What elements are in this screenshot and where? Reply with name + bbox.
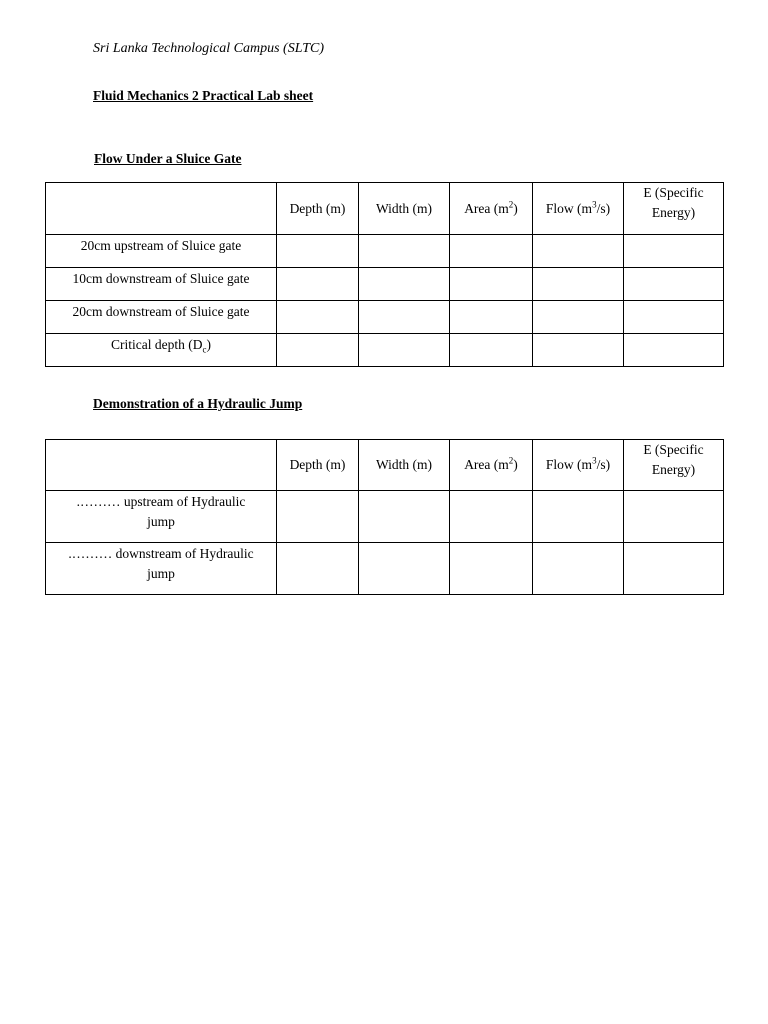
energy-entry-cell[interactable] (624, 543, 724, 595)
width-entry-cell[interactable] (359, 235, 450, 268)
flow-entry-cell[interactable] (533, 334, 624, 367)
width-entry-cell[interactable] (359, 491, 450, 543)
header-cell-empty (46, 183, 277, 235)
area-entry-cell[interactable] (450, 543, 533, 595)
row-label-upstream: .……… upstream of Hydraulic jump (46, 491, 277, 543)
header-width: Width (m) (359, 440, 450, 491)
depth-entry-cell[interactable] (277, 491, 359, 543)
row-label-critical-depth: Critical depth $(D_c)$ (46, 334, 277, 367)
blank-fill-dots: .……… (76, 494, 121, 509)
sluice-gate-table (45, 182, 724, 367)
header-width: Width (m) (359, 183, 450, 235)
energy-entry-cell[interactable] (624, 334, 724, 367)
header-specific-energy: E (Specific Energy) (624, 440, 724, 491)
energy-entry-cell[interactable] (624, 235, 724, 268)
flow-entry-cell[interactable] (533, 301, 624, 334)
institution-header: Sri Lanka Technological Campus (SLTC) (93, 41, 324, 56)
width-entry-cell[interactable] (359, 334, 450, 367)
width-entry-cell[interactable] (359, 543, 450, 595)
header-specific-energy: E (Specific Energy) (624, 183, 724, 235)
header-area: Area $(m^2)$ (450, 440, 533, 491)
width-entry-cell[interactable] (359, 268, 450, 301)
table-row (46, 268, 724, 301)
area-entry-cell[interactable] (450, 491, 533, 543)
width-entry-cell[interactable] (359, 301, 450, 334)
table-row (46, 543, 724, 595)
section-title-hydraulic-jump: Demonstration of a Hydraulic Jump (93, 396, 303, 411)
row-label: 20cm downstream of Sluice gate (46, 301, 277, 334)
flow-entry-cell[interactable] (533, 491, 624, 543)
table-header-row (46, 183, 724, 235)
area-entry-cell[interactable] (450, 268, 533, 301)
row-label-downstream: .……… downstream of Hydraulic jump (46, 543, 277, 595)
depth-entry-cell[interactable] (277, 268, 359, 301)
table-row (46, 491, 724, 543)
header-flow: Flow $(m^3/s)$ (533, 183, 624, 235)
energy-entry-cell[interactable] (624, 301, 724, 334)
table-row (46, 301, 724, 334)
area-entry-cell[interactable] (450, 235, 533, 268)
sheet-title: Fluid Mechanics 2 Practical Lab sheet (93, 88, 314, 103)
header-flow: Flow $(m^3/s)$ (533, 440, 624, 491)
depth-entry-cell[interactable] (277, 334, 359, 367)
energy-entry-cell[interactable] (624, 268, 724, 301)
depth-entry-cell[interactable] (277, 301, 359, 334)
flow-entry-cell[interactable] (533, 543, 624, 595)
table-header-row (46, 440, 724, 491)
header-area: Area $(m^2)$ (450, 183, 533, 235)
blank-fill-dots: .……… (68, 546, 113, 561)
flow-entry-cell[interactable] (533, 268, 624, 301)
energy-entry-cell[interactable] (624, 491, 724, 543)
section-title-sluice-gate: Flow Under a Sluice Gate (94, 151, 242, 166)
area-entry-cell[interactable] (450, 301, 533, 334)
header-depth: Depth (m) (277, 183, 359, 235)
header-cell-empty (46, 440, 277, 491)
area-entry-cell[interactable] (450, 334, 533, 367)
row-label: 20cm upstream of Sluice gate (46, 235, 277, 268)
header-depth: Depth (m) (277, 440, 359, 491)
table-row (46, 235, 724, 268)
hydraulic-jump-table (45, 439, 724, 595)
depth-entry-cell[interactable] (277, 235, 359, 268)
table-row (46, 334, 724, 367)
depth-entry-cell[interactable] (277, 543, 359, 595)
flow-entry-cell[interactable] (533, 235, 624, 268)
row-label: 10cm downstream of Sluice gate (46, 268, 277, 301)
